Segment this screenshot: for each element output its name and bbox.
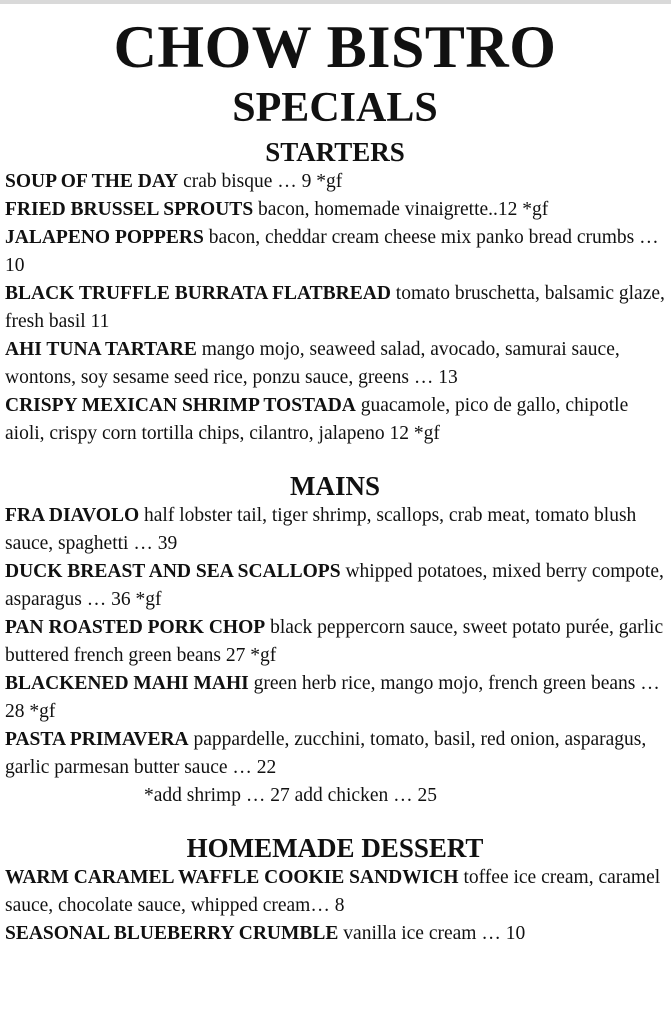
item-name: AHI TUNA TARTARE [5,339,197,360]
item-name: FRA DIAVOLO [5,505,140,526]
menu-item [5,614,665,670]
item-name: CRISPY MEXICAN SHRIMP TOSTADA [5,395,356,416]
item-description: guacamole, pico de gallo, chipotle aioli, crispy corn tortilla chips, cilantro, jalapeno 12 *gf [5,395,629,444]
section-heading: STARTERS [265,137,405,167]
menu-item [5,920,665,948]
item-name: DUCK BREAST AND SEA SCALLOPS [5,561,341,582]
menu-item [5,196,665,224]
item-description: vanilla ice cream … 10 [338,923,526,944]
top-divider [0,0,671,4]
item-name: BLACKENED MAHI MAHI [5,673,249,694]
menu-item [5,392,665,448]
item-name: BLACK TRUFFLE BURRATA FLATBREAD [5,283,391,304]
menu-item [5,670,665,726]
section-mains [5,470,665,810]
item-description: bacon, homemade vinaigrette..12 *gf [253,199,549,220]
item-name: WARM CARAMEL WAFFLE COOKIE SANDWICH [5,867,459,888]
menu-item [5,224,665,280]
item-description: crab bisque … 9 *gf [178,171,343,192]
item-name: JALAPENO POPPERS [5,227,204,248]
item-name: SOUP OF THE DAY [5,171,179,192]
menu-item [5,280,665,336]
menu-item [5,502,665,558]
item-description: green herb rice, mango mojo, french green beans … 28 *gf [5,673,660,722]
item-description: toffee ice cream, caramel sauce, chocolate sauce, whipped cream… 8 [5,867,661,916]
restaurant-title: CHOW BISTRO [113,14,557,80]
menu-item [5,864,665,920]
specials-subtitle: SPECIALS [232,85,438,131]
item-name: PAN ROASTED PORK CHOP [5,617,266,638]
item-description: bacon, cheddar cream cheese mix panko bread crumbs … 10 [5,227,659,276]
item-name: SEASONAL BLUEBERRY CRUMBLE [5,923,339,944]
section-heading: MAINS [289,471,380,501]
menu-item [5,336,665,392]
item-description: black peppercorn sauce, sweet potato purée, garlic buttered french green beans 27 *gf [5,617,664,666]
item-description: whipped potatoes, mixed berry compote, asparagus … 36 *gf [5,561,664,610]
item-description: pappardelle, zucchini, tomato, basil, red onion, asparagus, garlic parmesan butter sauce … 22 [5,729,647,778]
section-starters [5,136,665,448]
item-name: PASTA PRIMAVERA [5,729,189,750]
item-description: mango mojo, seaweed salad, avocado, samurai sauce, wontons, soy sesame seed rice, ponzu sauce, greens … 13 [5,339,620,388]
menu-item [5,726,665,782]
item-description: tomato bruschetta, balsamic glaze, fresh basil 11 [5,283,665,332]
menu-page [5,12,665,948]
section-heading: HOMEMADE DESSERT [186,833,484,863]
section-dessert [5,832,665,948]
menu-item [5,168,665,196]
add-on-note: *add shrimp … 27 add chicken … 25 [144,785,437,806]
item-name: FRIED BRUSSEL SPROUTS [5,199,254,220]
menu-item [5,558,665,614]
item-description: half lobster tail, tiger shrimp, scallops, crab meat, tomato blush sauce, spaghetti … 39 [5,505,637,554]
